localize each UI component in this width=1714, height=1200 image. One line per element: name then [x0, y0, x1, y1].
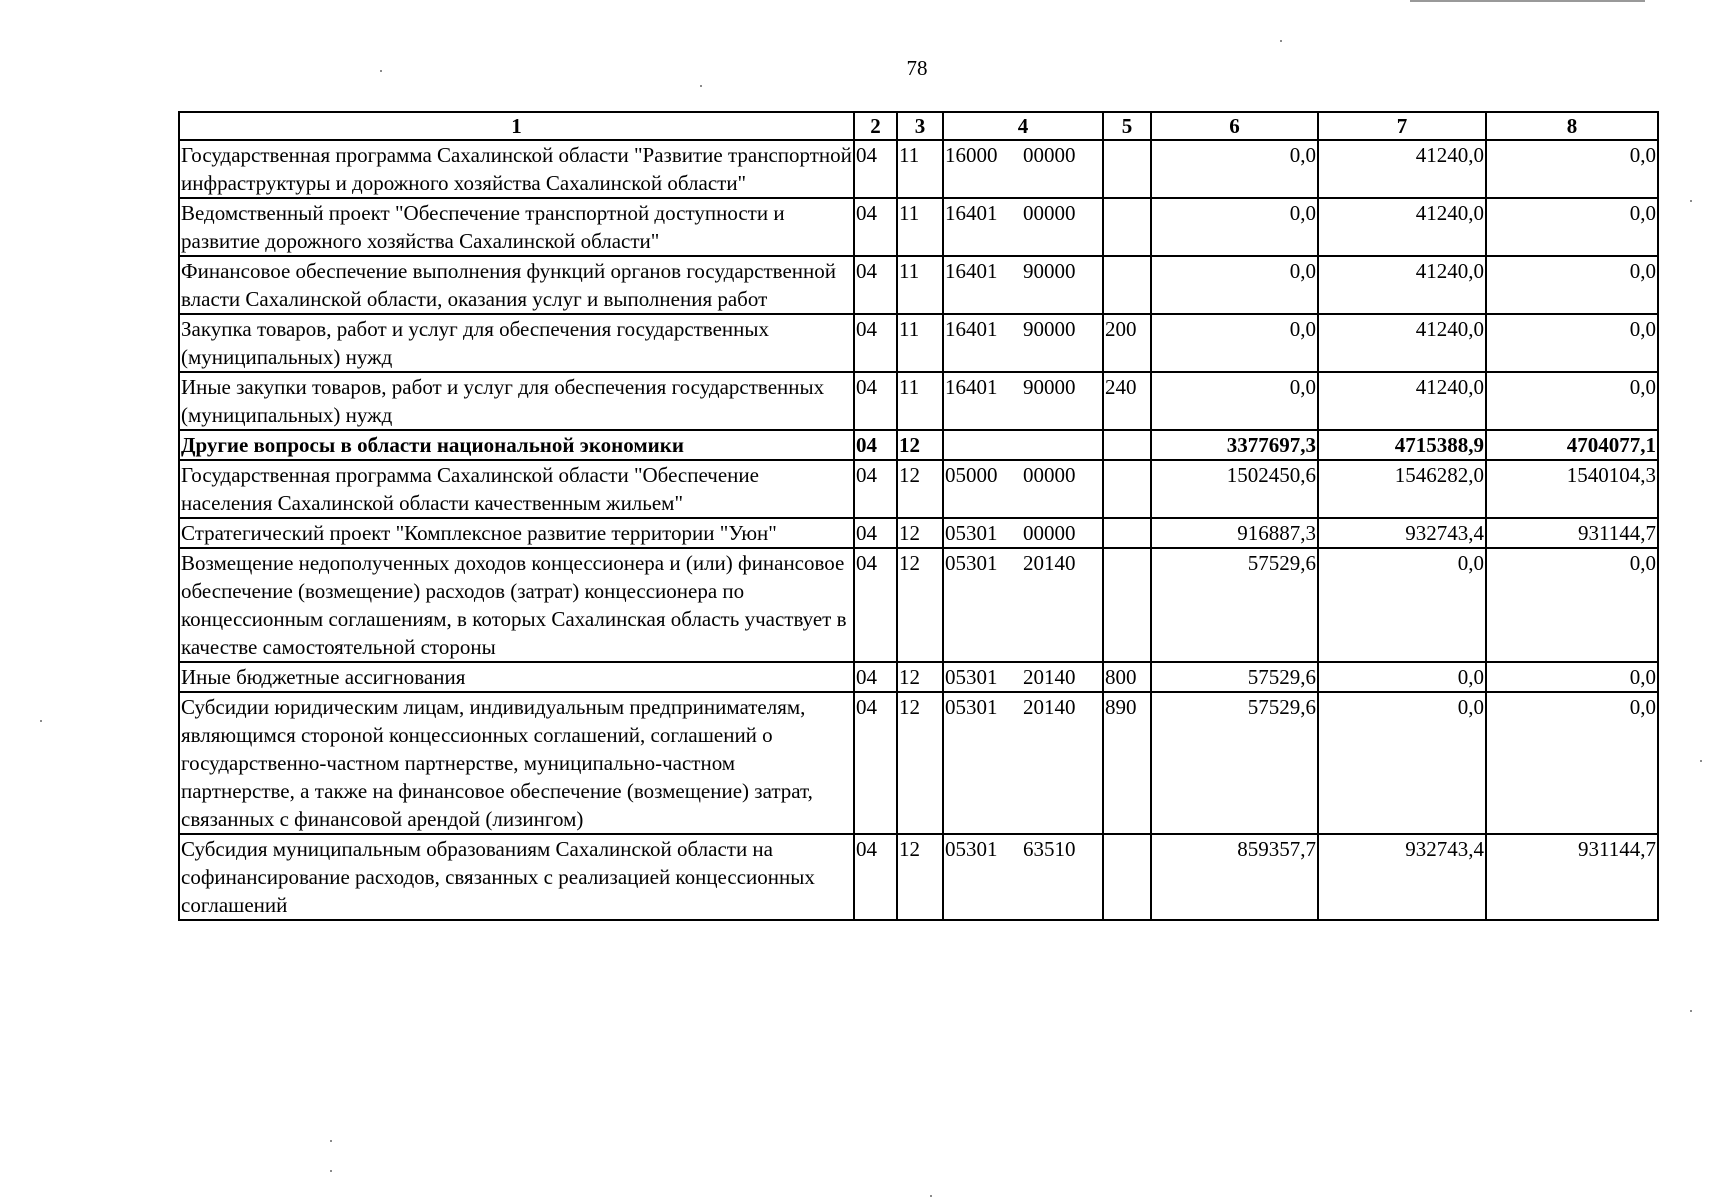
row-amount-col7: 41240,0 — [1318, 256, 1486, 314]
row-name: Иные бюджетные ассигнования — [179, 662, 854, 692]
row-amount-col8: 0,0 — [1486, 256, 1658, 314]
row-amount-col7: 4715388,9 — [1318, 430, 1486, 460]
table-row — [179, 372, 1658, 430]
row-subsection: 12 — [897, 430, 943, 460]
row-subsection: 12 — [897, 662, 943, 692]
row-amount-col6: 0,0 — [1151, 372, 1318, 430]
row-amount-col7: 41240,0 — [1318, 198, 1486, 256]
row-amount-col6: 3377697,3 — [1151, 430, 1318, 460]
row-target-article-suffix: 90000 — [1023, 375, 1076, 399]
row-expense-type — [1103, 256, 1151, 314]
row-subsection: 11 — [897, 314, 943, 372]
row-target-article-prefix: 16401 — [945, 375, 998, 399]
row-amount-col6: 916887,3 — [1151, 518, 1318, 548]
row-name: Стратегический проект "Комплексное развитие территории "Уюн" — [179, 518, 854, 548]
row-amount-col7: 0,0 — [1318, 692, 1486, 834]
row-expense-type: 890 — [1103, 692, 1151, 834]
header-col-1: 1 — [179, 112, 854, 140]
header-col-4: 4 — [943, 112, 1103, 140]
row-amount-col7: 932743,4 — [1318, 834, 1486, 920]
row-amount-col8: 0,0 — [1486, 198, 1658, 256]
row-amount-col7: 41240,0 — [1318, 372, 1486, 430]
scan-speck — [1690, 1010, 1692, 1012]
row-target-article-prefix: 16401 — [945, 317, 998, 341]
row-target-article-suffix: 00000 — [1023, 143, 1076, 167]
row-amount-col7: 0,0 — [1318, 548, 1486, 662]
scan-speck — [330, 1170, 332, 1172]
row-target-article — [943, 548, 1103, 662]
row-section: 04 — [854, 548, 897, 662]
row-name: Иные закупки товаров, работ и услуг для обеспечения государственных (муниципальных) нужд — [179, 372, 854, 430]
row-subsection: 12 — [897, 692, 943, 834]
row-amount-col6: 0,0 — [1151, 256, 1318, 314]
scan-speck — [700, 85, 702, 87]
row-section: 04 — [854, 692, 897, 834]
row-subsection: 12 — [897, 460, 943, 518]
scan-speck — [330, 1140, 332, 1142]
row-target-article-suffix: 00000 — [1023, 463, 1076, 487]
row-subsection: 12 — [897, 548, 943, 662]
row-amount-col7: 1546282,0 — [1318, 460, 1486, 518]
row-section: 04 — [854, 140, 897, 198]
row-amount-col6: 0,0 — [1151, 314, 1318, 372]
row-section: 04 — [854, 662, 897, 692]
row-target-article — [943, 692, 1103, 834]
row-amount-col6: 0,0 — [1151, 198, 1318, 256]
row-target-article-prefix: 16000 — [945, 143, 998, 167]
table-row — [179, 834, 1658, 920]
row-name: Возмещение недополученных доходов концессионера и (или) финансовое обеспечение (возмещение) расходов (затрат) концессионера по концессионным соглашениям, в которых Сахалинская область участвует в качестве самостоятельной стороны — [179, 548, 854, 662]
row-target-article — [943, 834, 1103, 920]
row-expense-type — [1103, 430, 1151, 460]
row-expense-type — [1103, 834, 1151, 920]
row-amount-col8: 0,0 — [1486, 662, 1658, 692]
header-col-5: 5 — [1103, 112, 1151, 140]
row-target-article-prefix: 05000 — [945, 463, 998, 487]
row-expense-type: 800 — [1103, 662, 1151, 692]
row-expense-type — [1103, 460, 1151, 518]
row-target-article — [943, 140, 1103, 198]
row-amount-col6: 57529,6 — [1151, 662, 1318, 692]
row-target-article — [943, 198, 1103, 256]
row-target-article-prefix: 16401 — [945, 259, 998, 283]
row-target-article-prefix: 05301 — [945, 521, 998, 545]
row-amount-col7: 41240,0 — [1318, 314, 1486, 372]
header-col-8: 8 — [1486, 112, 1658, 140]
table-row — [179, 140, 1658, 198]
row-amount-col7: 41240,0 — [1318, 140, 1486, 198]
row-amount-col8: 931144,7 — [1486, 518, 1658, 548]
table-row — [179, 314, 1658, 372]
row-amount-col8: 0,0 — [1486, 692, 1658, 834]
row-target-article-suffix: 90000 — [1023, 317, 1076, 341]
row-section: 04 — [854, 372, 897, 430]
table-row — [179, 518, 1658, 548]
row-amount-col6: 57529,6 — [1151, 548, 1318, 662]
row-amount-col8: 931144,7 — [1486, 834, 1658, 920]
row-amount-col7: 0,0 — [1318, 662, 1486, 692]
row-section: 04 — [854, 834, 897, 920]
row-section: 04 — [854, 430, 897, 460]
row-expense-type — [1103, 140, 1151, 198]
row-subsection: 11 — [897, 372, 943, 430]
row-section: 04 — [854, 460, 897, 518]
row-amount-col8: 0,0 — [1486, 372, 1658, 430]
row-target-article-prefix: 16401 — [945, 201, 998, 225]
row-target-article-suffix: 20140 — [1023, 665, 1076, 689]
row-target-article-suffix: 20140 — [1023, 695, 1076, 719]
row-amount-col6: 0,0 — [1151, 140, 1318, 198]
top-edge-line — [1410, 0, 1645, 2]
table-row — [179, 548, 1658, 662]
row-target-article-suffix: 00000 — [1023, 521, 1076, 545]
row-name: Субсидии юридическим лицам, индивидуальным предпринимателям, являющимся стороной концессионных соглашений, соглашений о государственно-частном партнерстве, муниципально-частном партнерстве, а также на финансовое обеспечение (возмещение) затрат, связанных с финансовой арендой (лизингом) — [179, 692, 854, 834]
row-section: 04 — [854, 256, 897, 314]
row-name: Финансовое обеспечение выполнения функций органов государственной власти Сахалинской области, оказания услуг и выполнения работ — [179, 256, 854, 314]
row-name: Ведомственный проект "Обеспечение транспортной доступности и развитие дорожного хозяйства Сахалинской области" — [179, 198, 854, 256]
row-name: Государственная программа Сахалинской области "Развитие транспортной инфраструктуры и дорожного хозяйства Сахалинской области" — [179, 140, 854, 198]
header-col-3: 3 — [897, 112, 943, 140]
row-name: Субсидия муниципальным образованиям Сахалинской области на софинансирование расходов, связанных с реализацией концессионных соглашений — [179, 834, 854, 920]
row-subsection: 12 — [897, 834, 943, 920]
scan-speck — [380, 70, 382, 72]
row-amount-col6: 1502450,6 — [1151, 460, 1318, 518]
row-subsection: 11 — [897, 256, 943, 314]
table-row — [179, 662, 1658, 692]
row-amount-col8: 0,0 — [1486, 314, 1658, 372]
row-expense-type: 240 — [1103, 372, 1151, 430]
row-target-article — [943, 460, 1103, 518]
header-col-6: 6 — [1151, 112, 1318, 140]
row-target-article — [943, 372, 1103, 430]
row-name: Закупка товаров, работ и услуг для обеспечения государственных (муниципальных) нужд — [179, 314, 854, 372]
row-amount-col6: 859357,7 — [1151, 834, 1318, 920]
row-expense-type — [1103, 198, 1151, 256]
scan-speck — [1690, 200, 1692, 202]
row-expense-type: 200 — [1103, 314, 1151, 372]
table-row — [179, 198, 1658, 256]
row-target-article-suffix: 20140 — [1023, 551, 1076, 575]
scan-speck — [1700, 760, 1702, 762]
row-target-article-prefix: 05301 — [945, 837, 998, 861]
row-target-article — [943, 662, 1103, 692]
row-name: Государственная программа Сахалинской области "Обеспечение населения Сахалинской области качественным жильем" — [179, 460, 854, 518]
row-section: 04 — [854, 198, 897, 256]
row-amount-col8: 4704077,1 — [1486, 430, 1658, 460]
row-subsection: 11 — [897, 198, 943, 256]
header-col-7: 7 — [1318, 112, 1486, 140]
scan-speck — [930, 1195, 932, 1197]
row-target-article-suffix: 63510 — [1023, 837, 1076, 861]
page-number: 78 — [906, 56, 928, 80]
row-target-article-suffix: 00000 — [1023, 201, 1076, 225]
table-row — [179, 692, 1658, 834]
table-row — [179, 460, 1658, 518]
row-target-article-suffix: 90000 — [1023, 259, 1076, 283]
row-target-article-prefix: 05301 — [945, 665, 998, 689]
scan-speck — [1280, 40, 1282, 42]
row-amount-col6: 57529,6 — [1151, 692, 1318, 834]
budget-table — [178, 111, 1659, 921]
row-expense-type — [1103, 518, 1151, 548]
row-target-article — [943, 518, 1103, 548]
row-target-article-prefix: 05301 — [945, 551, 998, 575]
header-row — [179, 112, 1658, 140]
scan-speck — [40, 720, 42, 722]
row-section: 04 — [854, 314, 897, 372]
row-subsection: 11 — [897, 140, 943, 198]
header-col-2: 2 — [854, 112, 897, 140]
row-amount-col8: 1540104,3 — [1486, 460, 1658, 518]
row-amount-col7: 932743,4 — [1318, 518, 1486, 548]
row-amount-col8: 0,0 — [1486, 548, 1658, 662]
row-expense-type — [1103, 548, 1151, 662]
row-target-article-prefix: 05301 — [945, 695, 998, 719]
row-target-article — [943, 430, 1103, 460]
row-section: 04 — [854, 518, 897, 548]
row-target-article — [943, 256, 1103, 314]
table-row — [179, 256, 1658, 314]
row-subsection: 12 — [897, 518, 943, 548]
table-row — [179, 430, 1658, 460]
row-amount-col8: 0,0 — [1486, 140, 1658, 198]
row-target-article — [943, 314, 1103, 372]
row-name: Другие вопросы в области национальной экономики — [179, 430, 854, 460]
